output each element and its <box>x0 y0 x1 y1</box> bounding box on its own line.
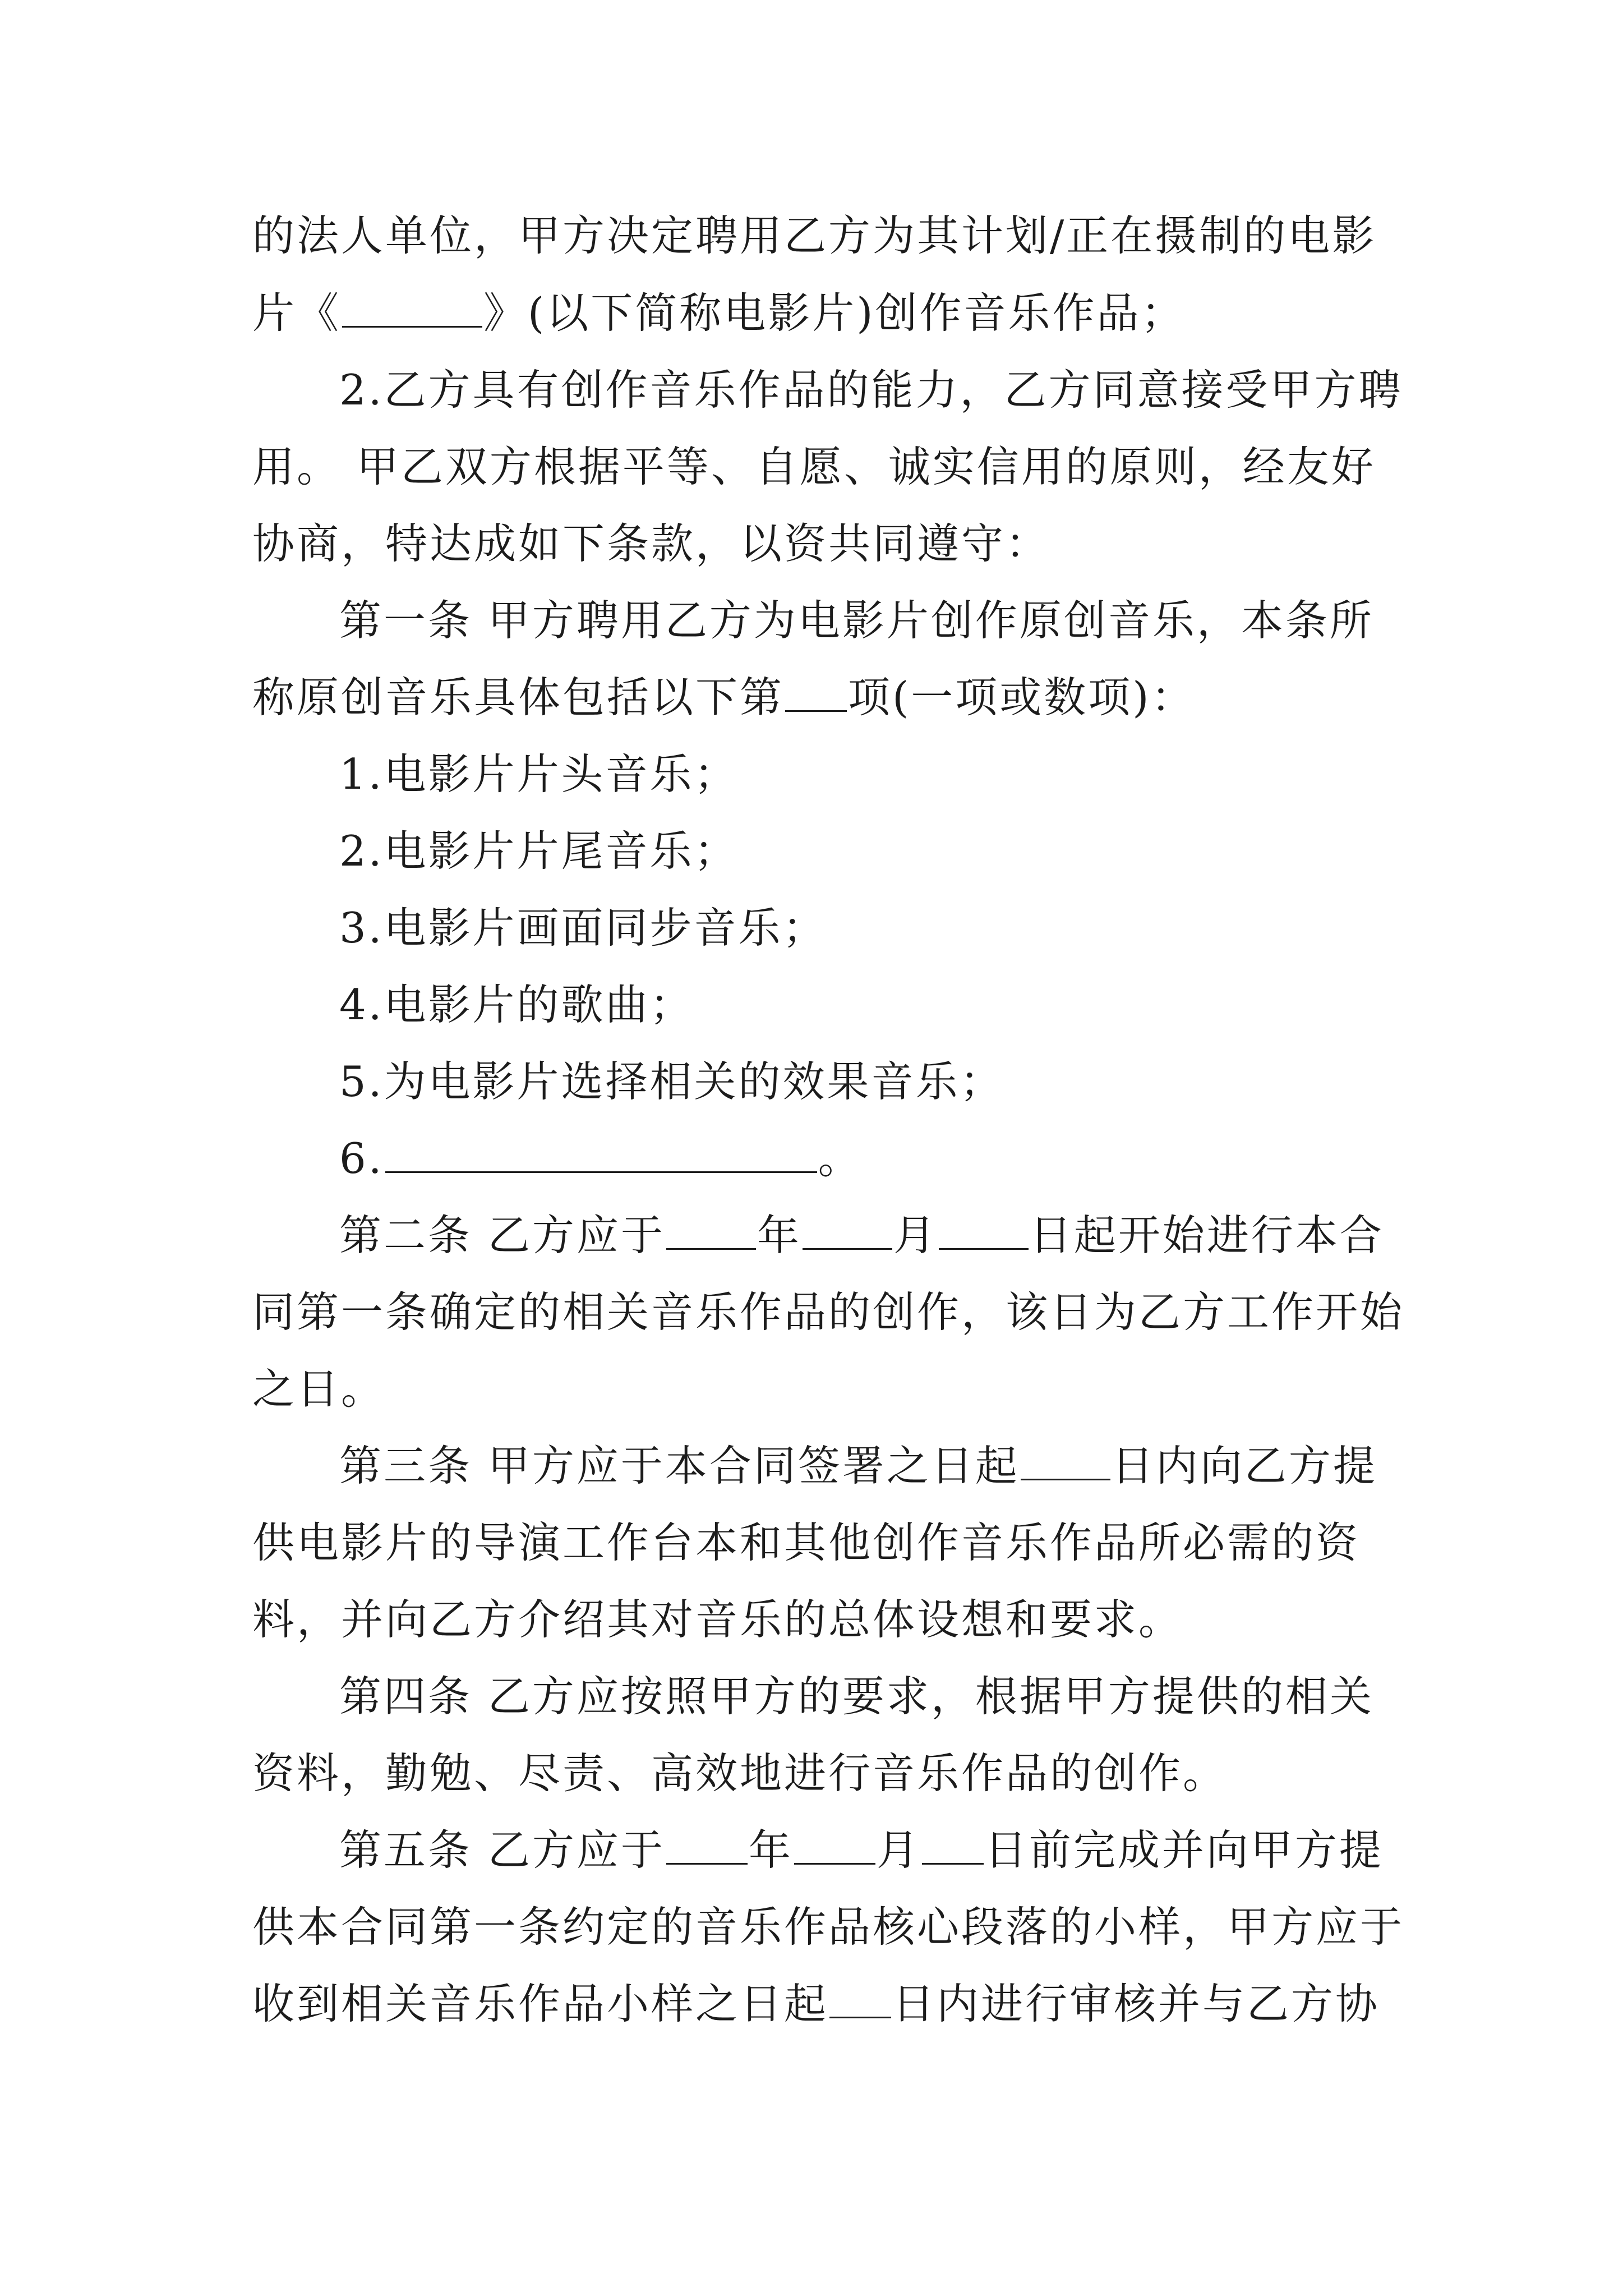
text-line <box>252 1899 1404 1955</box>
line-text: 6. <box>339 1134 384 1183</box>
text-line <box>252 1284 1404 1340</box>
day-blank <box>939 1211 1029 1250</box>
text-line <box>252 1361 385 1417</box>
text-line <box>339 592 1374 648</box>
line-text: 。 <box>818 1134 863 1183</box>
text-line <box>339 362 1403 418</box>
line-text: 月 <box>876 1825 921 1875</box>
line-text: 第一条 甲方聘用乙方为电影片创作原创音乐，本条所 <box>339 596 1374 645</box>
title-blank <box>342 289 482 328</box>
text-line <box>339 1668 1374 1724</box>
text-line <box>252 439 1376 495</box>
list-item <box>339 977 694 1033</box>
text-line <box>252 208 1376 264</box>
line-text: 的法人单位，甲方决定聘用乙方为其计划/正在摄制的电影 <box>252 211 1377 260</box>
month-blank <box>794 1826 875 1865</box>
text-line <box>252 669 1196 725</box>
line-text: 1.电影片片头音乐； <box>339 749 739 799</box>
line-text: 5.为电影片选择相关的效果音乐； <box>339 1057 1004 1106</box>
line-text: 之日。 <box>252 1364 386 1414</box>
item-number-blank <box>785 673 847 712</box>
line-text: 协商，特达成如下条款，以资共同遵守： <box>252 519 1050 568</box>
line-text: 年 <box>748 1825 793 1875</box>
line-text: 2.电影片片尾音乐； <box>339 826 739 876</box>
line-text: 日起开始进行本合 <box>1029 1211 1384 1260</box>
line-text: 称原创音乐具体包括以下第 <box>252 673 785 722</box>
text-line <box>339 1207 1384 1263</box>
line-text: 同第一条确定的相关音乐作品的创作，该日为乙方工作开始 <box>252 1287 1405 1337</box>
text-line <box>339 1438 1377 1494</box>
line-text: 第四条 乙方应按照甲方的要求，根据甲方提供的相关 <box>339 1672 1374 1721</box>
line-text: 日前完成并向甲方提 <box>984 1825 1384 1875</box>
line-text: 2.乙方具有创作音乐作品的能力，乙方同意接受甲方聘 <box>339 365 1403 415</box>
line-text: 片《 <box>252 288 342 338</box>
list-item <box>339 746 739 802</box>
list-item <box>339 1053 1004 1110</box>
line-text: 》(以下简称电影片)创作音乐作品； <box>483 288 1186 338</box>
line-text: 日内向乙方提 <box>1111 1441 1377 1490</box>
line-text: 项(一项或数项)： <box>848 673 1196 722</box>
year-blank <box>666 1211 756 1250</box>
text-line <box>339 1822 1384 1878</box>
line-text: 供本合同第一条约定的音乐作品核心段落的小样，甲方应于 <box>252 1902 1405 1952</box>
line-text: 资料，勤勉、尽责、高效地进行音乐作品的创作。 <box>252 1749 1228 1798</box>
line-text: 3.电影片画面同步音乐； <box>339 903 827 953</box>
line-text: 第五条 乙方应于 <box>339 1825 665 1875</box>
list-item <box>339 1130 863 1186</box>
days-blank <box>1021 1442 1110 1480</box>
item-six-blank <box>385 1134 817 1173</box>
line-text: 第三条 甲方应于本合同签署之日起 <box>339 1441 1020 1490</box>
text-line <box>252 1515 1360 1571</box>
line-text: 日内进行审核并与乙方协 <box>892 1979 1380 2028</box>
line-text: 年 <box>757 1211 801 1260</box>
list-item <box>339 823 739 879</box>
line-text: 料，并向乙方介绍其对音乐的总体设想和要求。 <box>252 1595 1183 1644</box>
line-text: 收到相关音乐作品小样之日起 <box>252 1979 829 2028</box>
text-line <box>252 1591 1183 1648</box>
year-blank <box>666 1826 748 1865</box>
days-blank <box>829 1980 891 2018</box>
text-line <box>252 1745 1227 1801</box>
text-line <box>252 516 1050 572</box>
line-text: 第二条 乙方应于 <box>339 1211 665 1260</box>
text-line <box>252 1976 1380 2032</box>
day-blank <box>922 1826 984 1865</box>
line-text: 月 <box>893 1211 938 1260</box>
line-text: 4.电影片的歌曲； <box>339 980 694 1029</box>
text-line <box>252 285 1186 341</box>
line-text: 供电影片的导演工作台本和其他创作音乐作品所必需的资 <box>252 1518 1361 1567</box>
list-item <box>339 900 827 956</box>
line-text: 用。 甲乙双方根据平等、自愿、诚实信用的原则，经友好 <box>252 442 1376 491</box>
month-blank <box>803 1211 892 1250</box>
